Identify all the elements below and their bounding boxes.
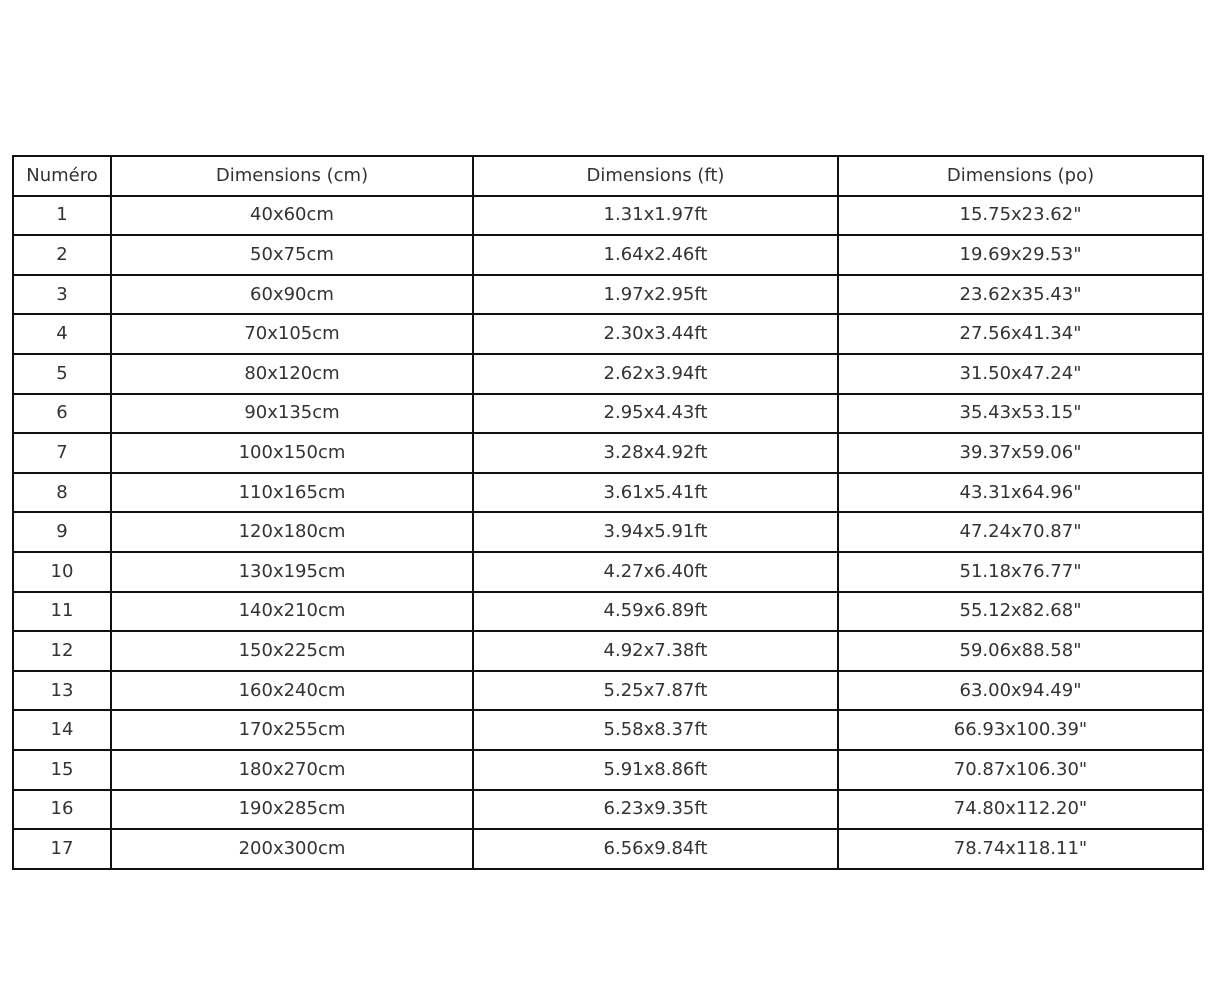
- table-row: [13, 750, 1203, 790]
- table-cell: 8: [13, 473, 111, 513]
- table-cell: 6.23x9.35ft: [473, 790, 838, 830]
- table-row: [13, 275, 1203, 315]
- table-cell: 200x300cm: [111, 829, 473, 869]
- table-cell: 1.97x2.95ft: [473, 275, 838, 315]
- header-dimensions-po: Dimensions (po): [838, 156, 1203, 196]
- table-cell: 55.12x82.68": [838, 592, 1203, 632]
- table-cell: 39.37x59.06": [838, 433, 1203, 473]
- table-cell: 9: [13, 512, 111, 552]
- table-cell: 4.27x6.40ft: [473, 552, 838, 592]
- table-cell: 11: [13, 592, 111, 632]
- table-cell: 170x255cm: [111, 710, 473, 750]
- table-cell: 160x240cm: [111, 671, 473, 711]
- table-cell: 3.94x5.91ft: [473, 512, 838, 552]
- table-cell: 47.24x70.87": [838, 512, 1203, 552]
- table-row: [13, 710, 1203, 750]
- table-cell: 6.56x9.84ft: [473, 829, 838, 869]
- table-cell: 70x105cm: [111, 314, 473, 354]
- table-cell: 31.50x47.24": [838, 354, 1203, 394]
- table-row: [13, 829, 1203, 869]
- table-cell: 14: [13, 710, 111, 750]
- table-cell: 2.95x4.43ft: [473, 394, 838, 434]
- table-body: [13, 196, 1203, 869]
- table-cell: 4.59x6.89ft: [473, 592, 838, 632]
- header-dimensions-ft: Dimensions (ft): [473, 156, 838, 196]
- table-cell: 110x165cm: [111, 473, 473, 513]
- table-cell: 1.31x1.97ft: [473, 196, 838, 236]
- table-cell: 27.56x41.34": [838, 314, 1203, 354]
- table-cell: 50x75cm: [111, 235, 473, 275]
- table-cell: 74.80x112.20": [838, 790, 1203, 830]
- table-cell: 15.75x23.62": [838, 196, 1203, 236]
- table-row: [13, 394, 1203, 434]
- table-row: [13, 512, 1203, 552]
- table-cell: 35.43x53.15": [838, 394, 1203, 434]
- table-row: [13, 235, 1203, 275]
- table-cell: 15: [13, 750, 111, 790]
- table-cell: 190x285cm: [111, 790, 473, 830]
- table-cell: 60x90cm: [111, 275, 473, 315]
- table-cell: 23.62x35.43": [838, 275, 1203, 315]
- table-cell: 3.28x4.92ft: [473, 433, 838, 473]
- table-row: [13, 790, 1203, 830]
- table-row: [13, 592, 1203, 632]
- table-cell: 80x120cm: [111, 354, 473, 394]
- table-cell: 5.25x7.87ft: [473, 671, 838, 711]
- dimensions-conversion-table: [12, 155, 1204, 870]
- table-cell: 180x270cm: [111, 750, 473, 790]
- table-cell: 7: [13, 433, 111, 473]
- table-row: [13, 433, 1203, 473]
- table-header-row: [13, 156, 1203, 196]
- table-cell: 19.69x29.53": [838, 235, 1203, 275]
- table-cell: 13: [13, 671, 111, 711]
- table-cell: 17: [13, 829, 111, 869]
- table-cell: 5.91x8.86ft: [473, 750, 838, 790]
- table-row: [13, 671, 1203, 711]
- table-cell: 4: [13, 314, 111, 354]
- table-cell: 90x135cm: [111, 394, 473, 434]
- table-row: [13, 196, 1203, 236]
- table-cell: 10: [13, 552, 111, 592]
- header-numero: Numéro: [13, 156, 111, 196]
- table-cell: 40x60cm: [111, 196, 473, 236]
- table-cell: 2.62x3.94ft: [473, 354, 838, 394]
- table-cell: 5: [13, 354, 111, 394]
- table-cell: 2: [13, 235, 111, 275]
- table-cell: 59.06x88.58": [838, 631, 1203, 671]
- table-cell: 1: [13, 196, 111, 236]
- table-row: [13, 631, 1203, 671]
- table-row: [13, 314, 1203, 354]
- table-cell: 2.30x3.44ft: [473, 314, 838, 354]
- table-cell: 5.58x8.37ft: [473, 710, 838, 750]
- table-cell: 6: [13, 394, 111, 434]
- header-dimensions-cm: Dimensions (cm): [111, 156, 473, 196]
- table-cell: 63.00x94.49": [838, 671, 1203, 711]
- table-cell: 3: [13, 275, 111, 315]
- table-cell: 12: [13, 631, 111, 671]
- table-cell: 43.31x64.96": [838, 473, 1203, 513]
- table-cell: 130x195cm: [111, 552, 473, 592]
- table-cell: 16: [13, 790, 111, 830]
- table-cell: 1.64x2.46ft: [473, 235, 838, 275]
- table-row: [13, 354, 1203, 394]
- table-cell: 4.92x7.38ft: [473, 631, 838, 671]
- table-cell: 150x225cm: [111, 631, 473, 671]
- table-cell: 66.93x100.39": [838, 710, 1203, 750]
- table-cell: 3.61x5.41ft: [473, 473, 838, 513]
- table-row: [13, 552, 1203, 592]
- table-cell: 100x150cm: [111, 433, 473, 473]
- table-cell: 140x210cm: [111, 592, 473, 632]
- table-cell: 70.87x106.30": [838, 750, 1203, 790]
- table-cell: 78.74x118.11": [838, 829, 1203, 869]
- table-cell: 51.18x76.77": [838, 552, 1203, 592]
- table-cell: 120x180cm: [111, 512, 473, 552]
- table-row: [13, 473, 1203, 513]
